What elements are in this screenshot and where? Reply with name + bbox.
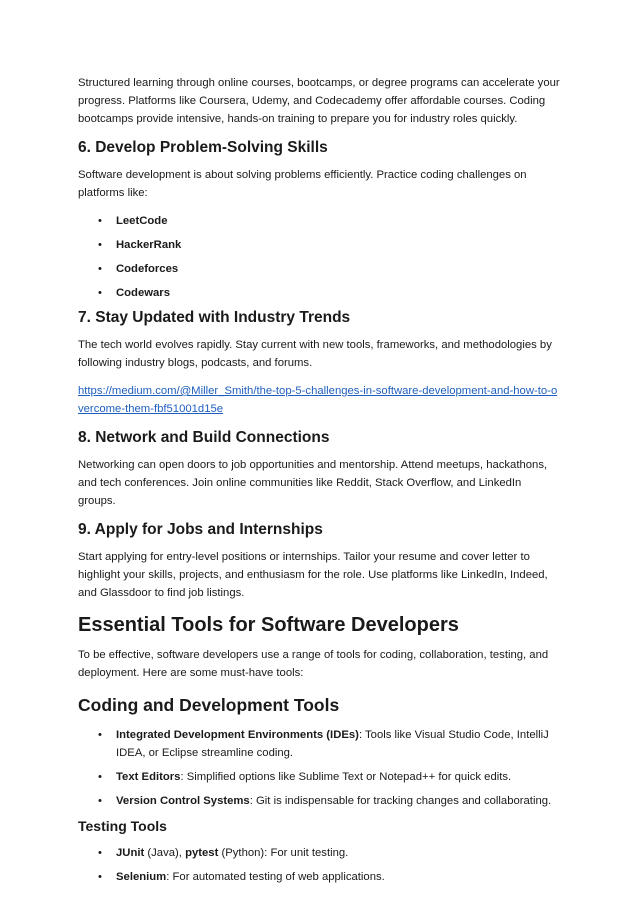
list-item: • Integrated Development Environments (IDEs): Tools like Visual Studio Code, IntelliJ IDEA, or Eclipse streamline coding. [78,726,560,762]
list-item: • JUnit (Java), pytest (Python): For unit testing. [78,844,560,862]
bullet-icon: • [98,215,102,227]
network-paragraph: Networking can open doors to job opportunities and mentorship. Attend meetups, hackathons, and tech conferences. Join online communities like Reddit, Stack Overflow, and LinkedIn groups. [78,459,548,507]
essential-tools-paragraph: To be effective, software developers use a range of tools for coding, collaboration, testing, and deployment. Here are some must-have tools: [78,649,549,679]
medium-article-link[interactable]: https://medium.com/@Miller_Smith/the-top-5-challenges-in-software-development-and-how-to-overcome-them-fbf51001d15e [78,385,558,415]
testing-tools-list [78,844,560,886]
heading-essential-tools: Essential Tools for Software Developers [78,614,459,636]
heading-testing-tools: Testing Tools [78,818,167,834]
list-item: • Codeforces [78,260,560,278]
stay-updated-paragraph: The tech world evolves rapidly. Stay current with new tools, frameworks, and methodologies by following industry blogs, podcasts, and forums. [78,339,552,369]
platform-list [78,212,560,302]
bullet-icon: • [98,287,102,299]
document-page [78,74,560,892]
list-item: • Selenium: For automated testing of web applications. [78,868,560,886]
heading-stay-updated: 7. Stay Updated with Industry Trends [78,309,351,326]
heading-network: 8. Network and Build Connections [78,429,330,446]
list-item: • Codewars [78,284,560,302]
coding-tools-list [78,726,560,810]
intro-paragraph: Structured learning through online courses, bootcamps, or degree programs can accelerate your progress. Platforms like Coursera, Udemy, and Codecademy offer affordable courses. Coding bootcamps provide intensive, hands-on training to prepare you for industry roles quickly. [78,77,560,125]
list-item: • Version Control Systems: Git is indispensable for tracking changes and collaborating. [78,792,560,810]
bullet-icon: • [98,847,102,859]
list-item: • Text Editors: Simplified options like Sublime Text or Notepad++ for quick edits. [78,768,560,786]
apply-jobs-paragraph: Start applying for entry-level positions or internships. Tailor your resume and cover letter to highlight your skills, projects, and enthusiasm for the role. Use platforms like LinkedIn, Indeed, and Glassdoor to find job listings. [78,551,548,599]
heading-coding-tools: Coding and Development Tools [78,695,340,715]
bullet-icon: • [98,263,102,275]
link-paragraph [78,382,560,418]
bullet-icon: • [98,871,102,883]
bullet-icon: • [98,729,102,741]
heading-develop-problem-solving: 6. Develop Problem-Solving Skills [78,139,328,156]
list-item: • LeetCode [78,212,560,230]
problem-solving-paragraph: Software development is about solving problems efficiently. Practice coding challenges on platforms like: [78,169,527,199]
bullet-icon: • [98,771,102,783]
list-item: • HackerRank [78,236,560,254]
bullet-icon: • [98,795,102,807]
heading-apply-jobs: 9. Apply for Jobs and Internships [78,521,323,538]
bullet-icon: • [98,239,102,251]
